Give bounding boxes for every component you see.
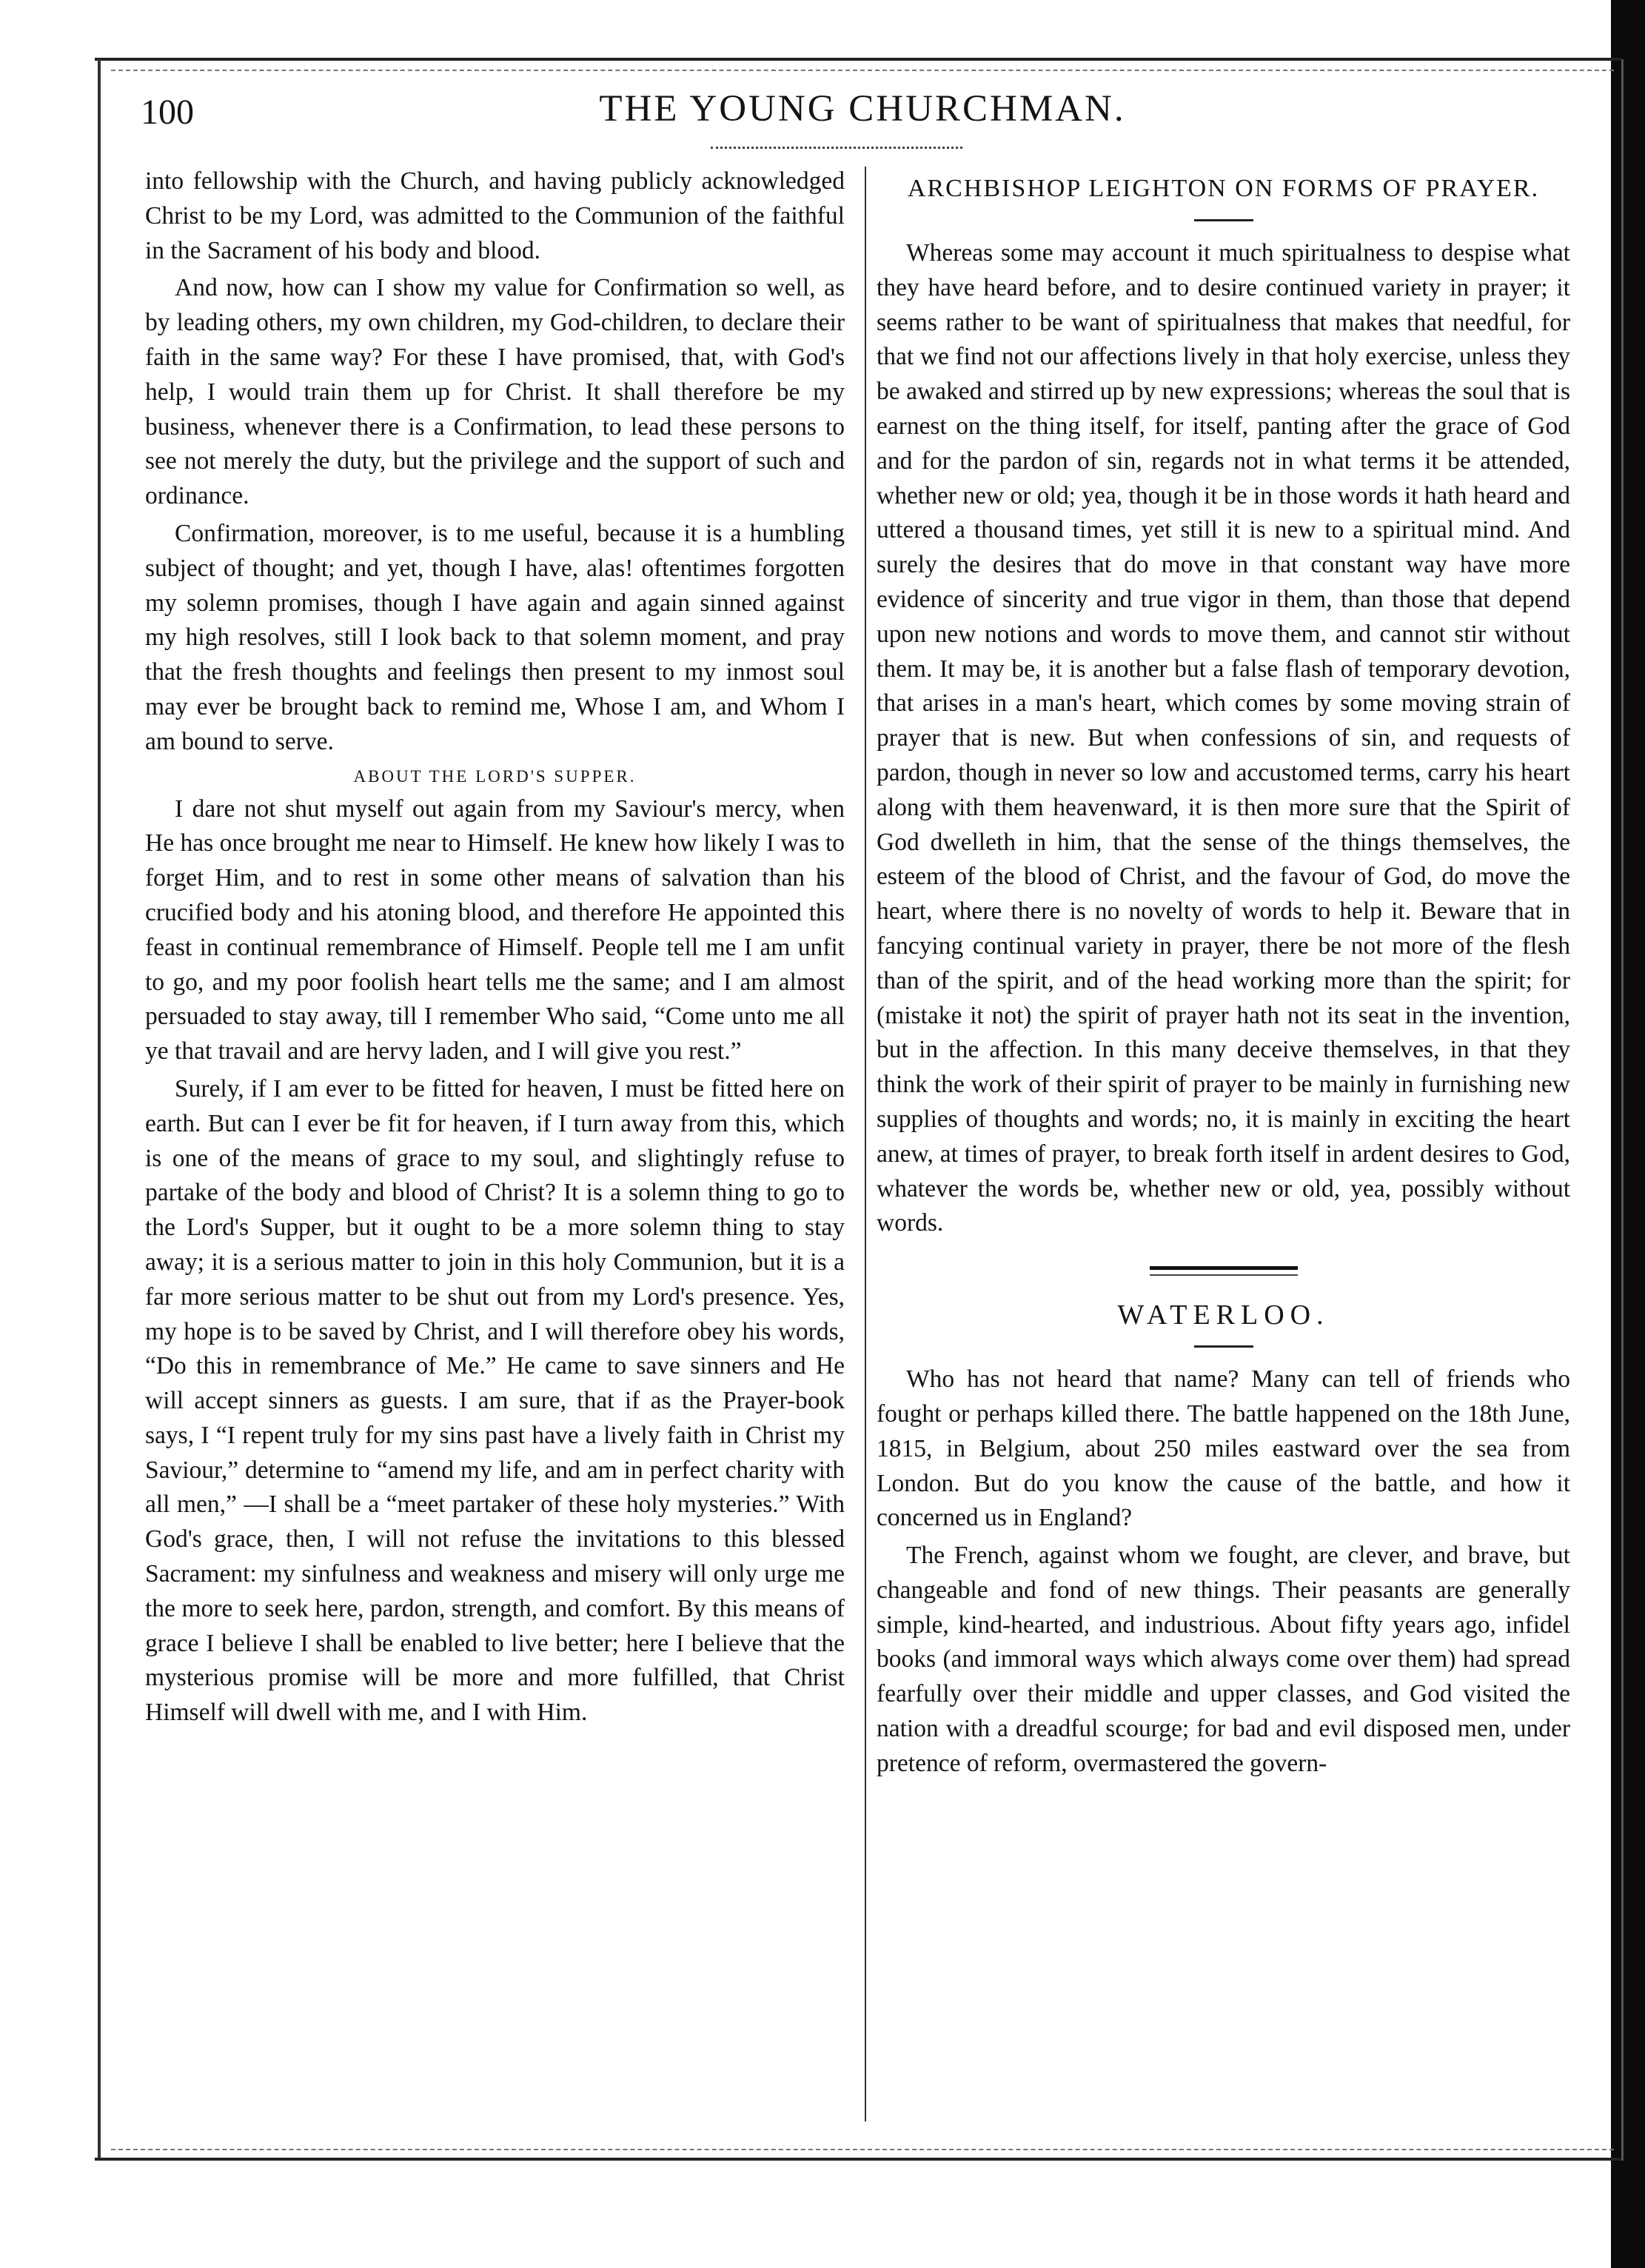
paragraph: Who has not heard that name? Many can tell of friends who fought or perhaps killed there. The battle happened on the 18th June, 1815, in Belgium, about 250 miles eastward over the sea from London. But do you know the cause of the battle, and how it concerned us in England? (877, 1365, 1570, 1532)
article-title-waterloo: WATERLOO. (1117, 1299, 1330, 1331)
title-rule (1194, 219, 1253, 221)
right-column (877, 164, 1570, 1782)
title-rule (1194, 1345, 1253, 1348)
paragraph: Whereas some may account it much spiritualness to despise what they have heard before, and to desire continued variety in prayer; it seems rather to be want of spiritualness that makes that needful, for that we find not our affections lively in that holy exercise, unless they be awaked and stirred up by new expressions; whereas the soul that is earnest on the thing itself, for itself, panting after the grace of God and for the pardon of sin, regards not in what terms it be attended, whether new or old; yea, though it be in those words it hath heard and uttered a thousand times, yet still it is new to a spiritual mind. And surely the desires that do move in that constant way have more evidence of sincerity and true vigor in them, than those that depend upon new notions and words to move them, and cannot stir without them. It may be, it is another but a false flash of temporary devotion, that arises in a man's heart, which comes by some moving strain of prayer that is new. But when confessions of sin, and requests of pardon, though in never so low and accustomed terms, carry his heart along with them heavenward, it is then more sure that the Spirit of God dwelleth in him, that the sense of the things themselves, the esteem of the blood of Christ, and the favour of God, do move the heart, where there is no novelty of words to help it. Beware that in fancying continual variety in prayer, there be not more of the flesh than of the spirit, and of the head working more than the spirit; for (mistake it not) the spirit of prayer hath not its seat in the invention, but in the affection. In this many deceive themselves, in that they think the work of their spirit of prayer to be mainly in furnishing new supplies of thoughts and words; no, it is mainly in exciting the heart anew, at times of prayer, to break forth itself in ardent desires to God, whatever the words be, whether new or old, yea, possibly without words. (877, 239, 1570, 1237)
page-number: 100 (141, 93, 194, 132)
header-ornament (711, 147, 962, 149)
section-subheading: ABOUT THE LORD'S SUPPER. (353, 766, 637, 786)
paragraph: Surely, if I am ever to be fitted for heaven, I must be fitted here on earth. But can I ever be fit for heaven, if I turn away from this, which is one of the means of grace to my soul, and slightingly refuse to partake of the body and blood of Christ? It is a solemn thing to go to the Lord's Supper, but it ought to be a more solemn thing to stay away; it is a serious matter to join in this holy Communion, but it is a far more serious matter to be shut out from my Lord's presence. Yes, my hope is to be saved by Christ, and I will therefore obey his words, “Do this in remembrance of Me.” He came to save sinners and He will accept sinners as guests. I am sure, that if as the Prayer-book says, I “I repent truly for my sins past have a lively faith in Christ my Saviour,” determine to “amend my life, and am in perfect charity with all men,” —I shall be a “meet partaker of these holy mysteries.” With God's grace, then, I will not refuse the invitations to this blessed Sacrament: my sinfulness and weakness and misery will only urge me the more to seek here, pardon, strength, and comfort. By this means of grace I believe I shall be enabled to live better; here I believe that the mysterious promise will be more and more fulfilled, that Christ Himself will dwell with me, and I with Him. (145, 1074, 845, 1727)
bottom-border-dashed-rule (111, 2149, 1614, 2150)
paragraph: I dare not shut myself out again from my Saviour's mercy, when He has once brought me near to Himself. He knew how likely I was to forget Him, and to rest in some other means of salvation than his crucified body and his atoning blood, and therefore He appointed this feast in continual remembrance of Himself. People tell me I am unfit to go, and my poor foolish heart tells me the same; and I am almost persuaded to stay away, till I remember Who said, “Come unto me all ye that travail and are hervy laden, and I will give you rest.” (145, 795, 845, 1066)
paragraph: into fellowship with the Church, and having publicly acknowledged Christ to be my Lord, was admitted to the Communion of the faithful in the Sacrament of his body and blood. (145, 167, 845, 264)
paragraph: The French, against whom we fought, are clever, and brave, but changeable and fond of new things. Their peasants are generally simple, kind-hearted, and industrious. About fifty years ago, infidel books (and immoral ways which always come over them) had spread fearfully over their middle and upper classes, and God visited the nation with a dreadful scourge; for bad and evil disposed men, under pretence of reform, overmastered the govern- (877, 1542, 1570, 1777)
paragraph: And now, how can I show my value for Confirmation so well, as by leading others, my own children, my God-children, to declare their faith in the same way? For these I have promised, that, with God's help, I would train them up for Christ. It shall therefore be my business, whenever there is a Confirmation, to lead these persons to see not merely the duty, but the privilege and the support of such and ordinance. (145, 274, 845, 510)
section-separator (1150, 1266, 1298, 1276)
running-title: THE YOUNG CHURCHMAN. (599, 88, 1126, 130)
article-title: ARCHBISHOP LEIGHTON ON FORMS OF PRAYER. (907, 175, 1540, 202)
paragraph: Confirmation, moreover, is to me useful, because it is a humbling subject of thought; and yet, though I have, alas! oftentimes forgotten my solemn promises, though I have again and again sinned against my high resolves, still I look back to that solemn moment, and pray that the fresh thoughts and feelings then present to my inmost soul may ever be brought back to remind me, Whose I am, and Whom I am bound to serve. (145, 519, 845, 755)
column-divider (865, 167, 866, 2121)
page-header (141, 87, 1584, 139)
bottom-border-rule (95, 2158, 1621, 2161)
left-column (145, 164, 845, 1730)
